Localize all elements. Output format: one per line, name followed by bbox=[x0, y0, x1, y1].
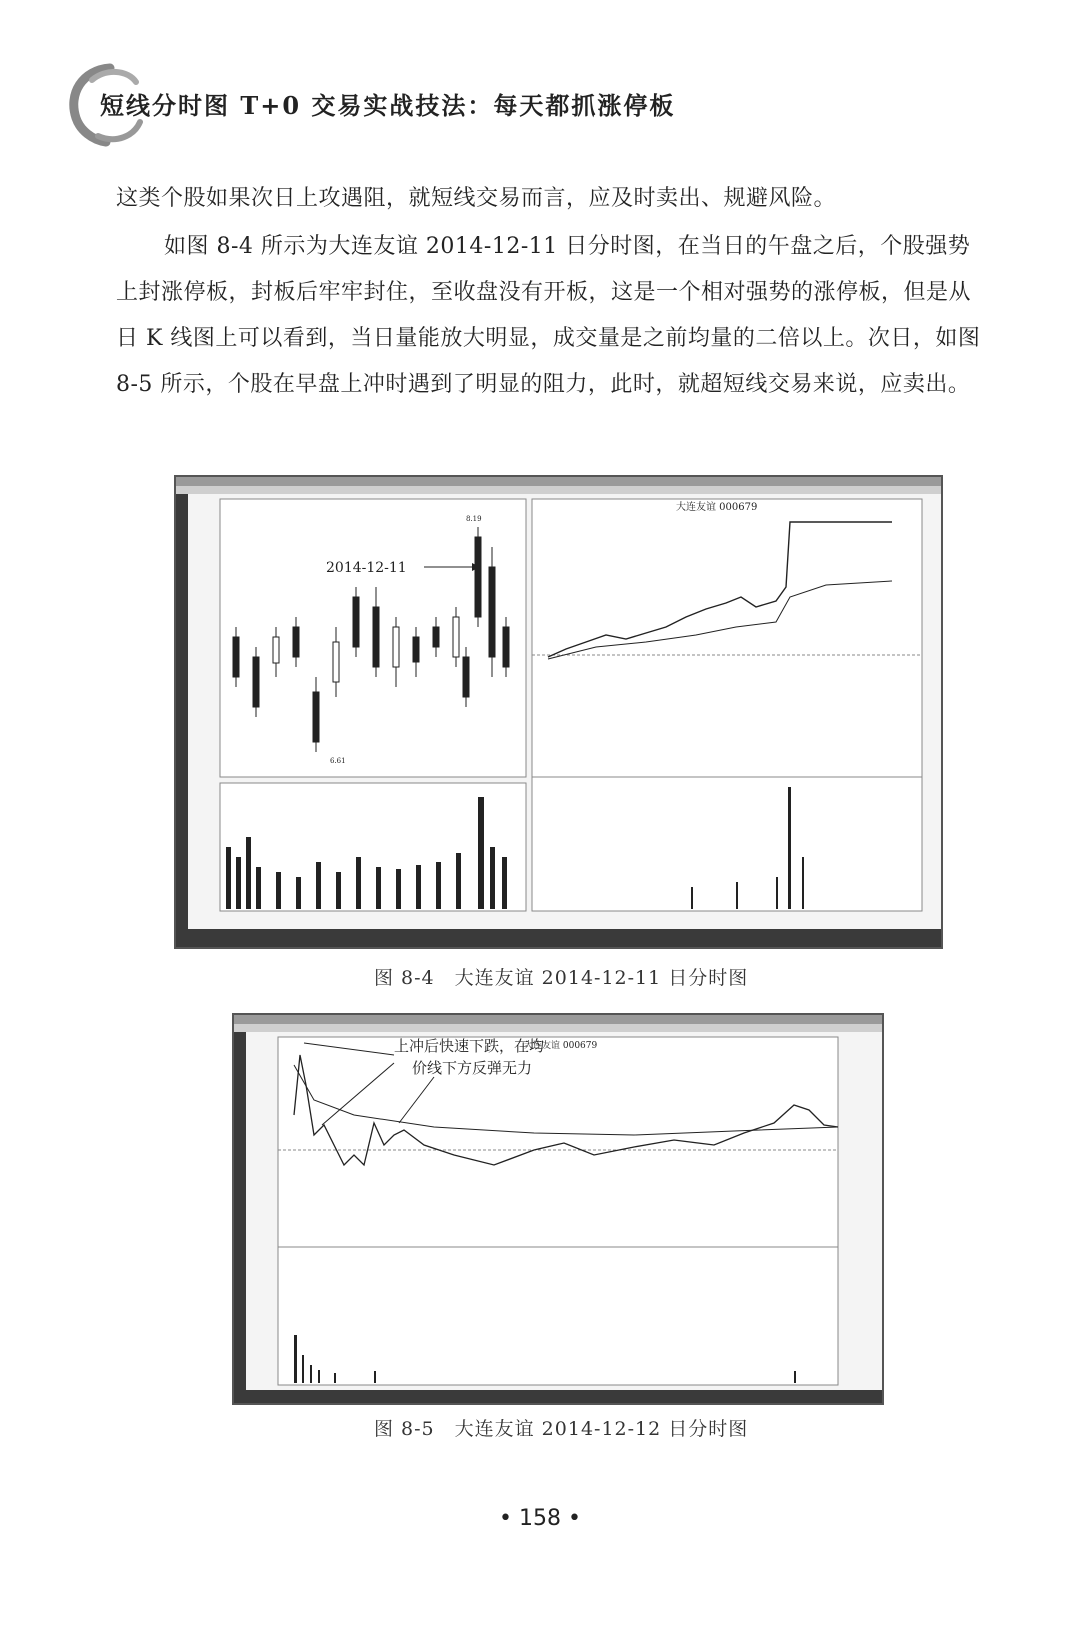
page-number: • 158 • bbox=[499, 1506, 581, 1531]
figure-8-4-caption: 图 8-4 大连友谊 2014-12-11 日分时图 bbox=[374, 967, 749, 989]
book-title: 短线分时图 T+0 交易实战技法：每天都抓涨停板 bbox=[100, 91, 676, 120]
svg-text:6.61: 6.61 bbox=[330, 757, 346, 765]
figure-8-5-graphic bbox=[234, 1015, 882, 1403]
svg-text:8.19: 8.19 bbox=[466, 515, 482, 523]
paragraph-1: 这类个股如果次日上攻遇阻，就短线交易而言，应及时卖出、规避风险。 bbox=[116, 186, 837, 211]
figure-8-5-caption: 图 8-5 大连友谊 2014-12-12 日分时图 bbox=[374, 1418, 749, 1440]
figure-8-5-chart-title: 大连友谊 000679 bbox=[524, 1041, 598, 1051]
figure-8-4-screenshot bbox=[174, 475, 943, 949]
kline-annotation: 2014-12-11 bbox=[326, 560, 407, 576]
figure-8-4-graphic bbox=[176, 477, 941, 947]
paragraph-2: 如图 8-4 所示为大连友谊 2014-12-11 日分时图，在当日的午盘之后，个股强势上封涨停板，封板后牢牢封住，至收盘没有开板，这是一个相对强势的涨停板，但是从日 K 线图上可以看到，当日量能放大明显，成交量是之前均量的二倍以上。次日，如图 8-5 所示，个股在早盘上冲时遇到了明显的阻力，此时，就超短线交易来说，应卖出。 bbox=[116, 234, 981, 397]
page-header bbox=[62, 60, 1022, 150]
figure-8-4-chart-title: 大连友谊 000679 bbox=[676, 502, 758, 513]
annotation-line-1: 上冲后快速下跌，在均 bbox=[394, 1037, 545, 1055]
figure-8-5-screenshot bbox=[232, 1013, 884, 1405]
annotation-line-2: 价线下方反弹无力 bbox=[412, 1059, 533, 1077]
